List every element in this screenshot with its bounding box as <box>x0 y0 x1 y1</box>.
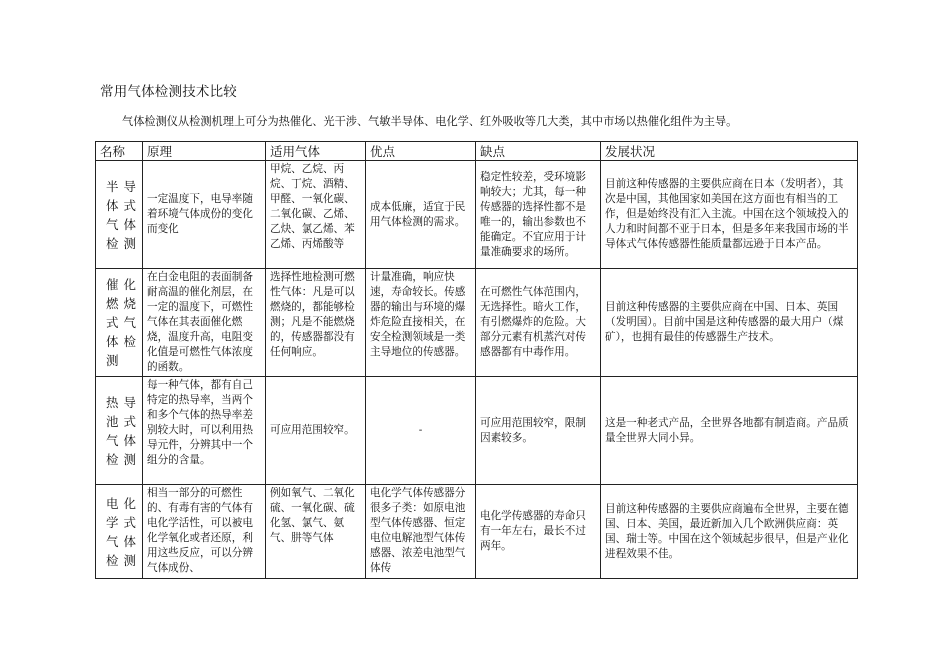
row-status: 这是一种老式产品，全世界各地都有制造商。产品质量全世界大同小异。 <box>601 377 858 485</box>
row-cons: 在可燃性气体范围内，无选择性。暗火工作，有引燃爆炸的危险。大部分元素有机蒸汽对传感器都有中毒作用。 <box>476 269 601 377</box>
row-pros: 计量准确，响应快速，寿命较长。传感器的输出与环境的爆炸危险直接相关，在安全检测领域是一类主导地位的传感器。 <box>366 269 476 377</box>
row-name: 电化学式气体检测 <box>96 485 143 579</box>
header-gases: 适用气体 <box>266 142 366 161</box>
intro-paragraph: 气体检测仪从检测机理上可分为热催化、光干涉、气敏半导体、电化学、红外吸收等几大类，其中市场以热催化组件为主导。 <box>122 115 738 128</box>
header-cons: 缺点 <box>476 142 601 161</box>
row-status: 目前这种传感器的主要供应商遍布全世界，主要在德国、日本、美国，最近新加入几个欧洲供应商：英国、瑞士等。中国在这个领域起步很早，但是产业化进程效果不佳。 <box>601 485 858 579</box>
row-gases: 甲烷、乙烷、丙烷、丁烷、酒精、甲醛、一氧化碳、二氧化碳、乙烯、乙炔、氯乙烯、苯乙烯、丙烯酸等 <box>266 161 366 269</box>
row-name: 热导池式气体检测 <box>96 377 143 485</box>
row-gases: 选择性地检测可燃性气体：凡是可以燃烧的，都能够检测；凡是不能燃烧的，传感器都没有任何响应。 <box>266 269 366 377</box>
row-name: 半导体式气体检测 <box>96 161 143 269</box>
row-principle: 相当一部分的可燃性的、有毒有害的气体有电化学活性，可以被电化学氧化或者还原，利用这些反应，可以分辨气体成份、 <box>143 485 266 579</box>
row-pros: 电化学气体传感器分很多子类：如原电池型气体传感器、恒定电位电解池型气体传感器、浓差电池型气体传 <box>366 485 476 579</box>
table-row <box>96 269 858 377</box>
row-gases: 可应用范围较窄。 <box>266 377 366 485</box>
header-principle: 原理 <box>143 142 266 161</box>
header-name: 名称 <box>96 142 143 161</box>
table-row <box>96 485 858 579</box>
row-cons: 可应用范围较窄，限制因素较多。 <box>476 377 601 485</box>
row-cons: 电化学传感器的寿命只有一年左右，最长不过两年。 <box>476 485 601 579</box>
table-row <box>96 161 858 269</box>
row-name: 催化燃烧式气体检测 <box>96 269 143 377</box>
row-cons: 稳定性较差，受环境影响较大；尤其，每一种传感器的选择性都不是唯一的，输出参数也不能确定。不宜应用于计量准确要求的场所。 <box>476 161 601 269</box>
document-title: 常用气体检测技术比较 <box>100 84 237 100</box>
row-gases: 例如氧气、二氧化硫、一氧化碳、硫化氢、氯气、氨气、肼等气体 <box>266 485 366 579</box>
table-header-row <box>96 142 858 161</box>
row-pros: - <box>366 377 476 485</box>
header-pros: 优点 <box>366 142 476 161</box>
row-pros: 成本低廉，适宜于民用气体检测的需求。 <box>366 161 476 269</box>
row-status: 目前这种传感器的主要供应商在日本（发明者），其次是中国，其他国家如美国在这方面也有相当的工作，但是始终没有汇入主流。中国在这个领域投入的人力和时间都不亚于日本，但是多年来我国市场的半导体式气体传感器性能质量都远逊于日本产品。 <box>601 161 858 269</box>
row-principle: 在白金电阻的表面制备耐高温的催化剂层，在一定的温度下，可燃性气体在其表面催化燃烧，温度升高，电阻变化值是可燃性气体浓度的函数。 <box>143 269 266 377</box>
row-principle: 每一种气体，都有自己特定的热导率，当两个和多个气体的热导率差别较大时，可以利用热导元件，分辨其中一个组分的含量。 <box>143 377 266 485</box>
row-status: 目前这种传感器的主要供应商在中国、日本、英国（发明国）。目前中国是这种传感器的最大用户（煤矿），也拥有最佳的传感器生产技术。 <box>601 269 858 377</box>
comparison-table <box>95 141 858 579</box>
row-principle: 一定温度下，电导率随着环境气体成份的变化而变化 <box>143 161 266 269</box>
table-row <box>96 377 858 485</box>
header-status: 发展状况 <box>601 142 858 161</box>
